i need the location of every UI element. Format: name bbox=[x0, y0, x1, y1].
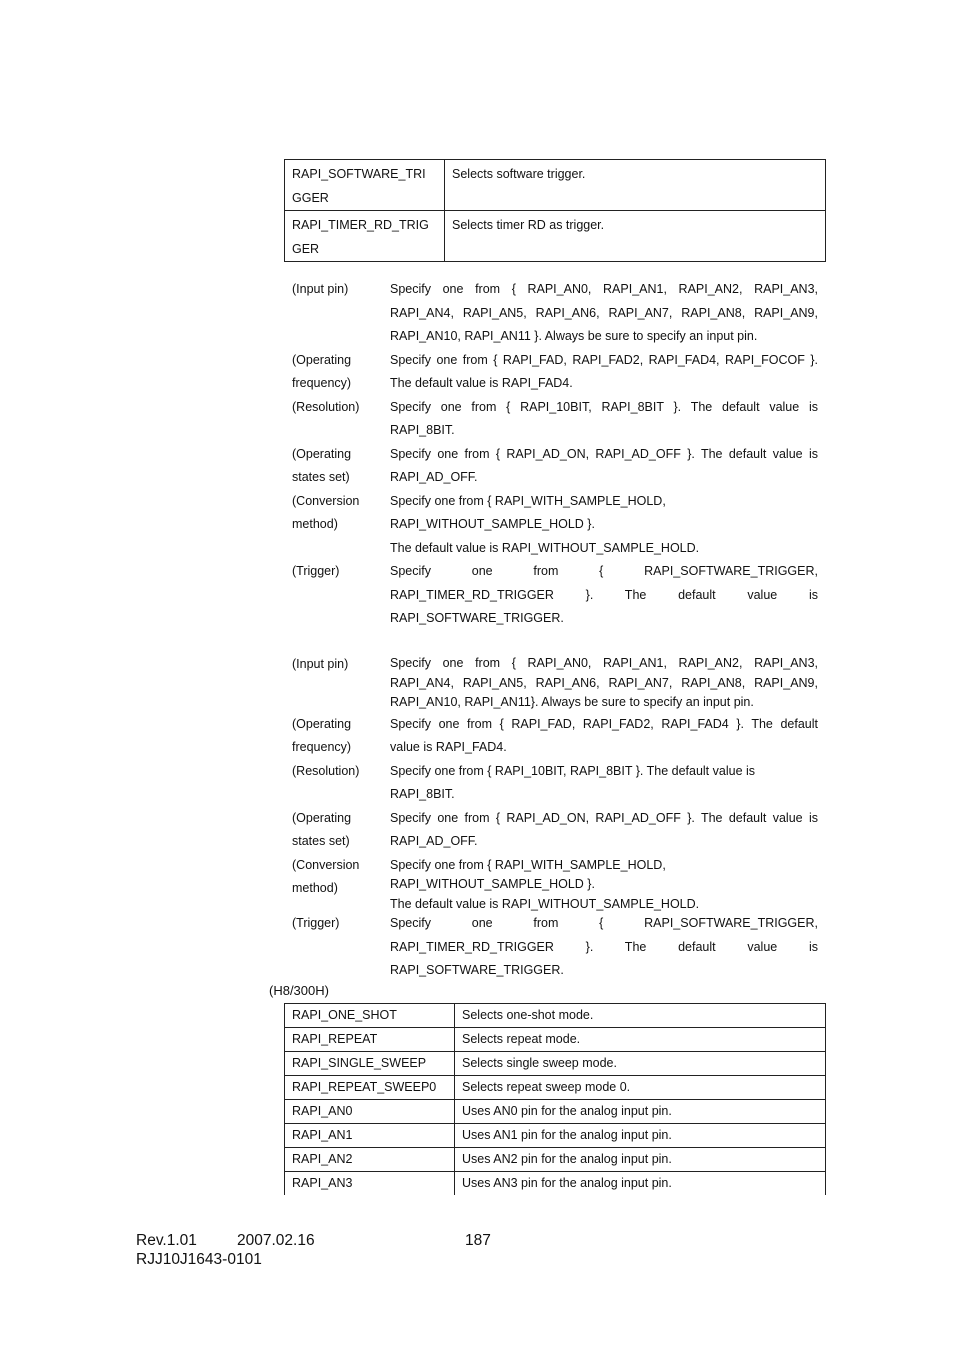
param-label: (Operating frequency) bbox=[292, 352, 352, 390]
section-heading: (H8/300H) bbox=[269, 983, 329, 998]
param-label: (Conversion method) bbox=[292, 857, 360, 895]
table-cell-value: Selects timer RD as trigger. bbox=[445, 211, 826, 262]
param-label: (Trigger) bbox=[292, 564, 340, 578]
table-row bbox=[285, 1100, 826, 1124]
footer-doc-id: RJJ10J1643-0101 bbox=[136, 1251, 262, 1268]
param-label: (Input pin) bbox=[292, 282, 349, 296]
param-label: (Input pin) bbox=[292, 657, 349, 671]
table-cell-value: Uses AN3 pin for the analog input pin. bbox=[455, 1172, 826, 1196]
param-description: Specify one from { RAPI_SOFTWARE_TRIGGER, RAPI_TIMER_RD_TRIGGER }. The default value is RAPI_SOFTWARE_TRIGGER. bbox=[390, 564, 818, 625]
param-trigger bbox=[292, 560, 818, 631]
cell-text: GGER bbox=[292, 190, 329, 205]
table-cell-value: Uses AN1 pin for the analog input pin. bbox=[455, 1124, 826, 1148]
param-description: Specify one from { RAPI_WITH_SAMPLE_HOLD, RAPI_WITHOUT_SAMPLE_HOLD }. The default value is RAPI_WITHOUT_SAMPLE_HOLD. bbox=[390, 857, 700, 911]
param-input-pin bbox=[292, 654, 818, 713]
param-label: (Operating states set) bbox=[292, 810, 352, 848]
table-cell-key bbox=[285, 211, 445, 262]
parameter-block-1 bbox=[292, 278, 818, 631]
table-cell-value: Selects software trigger. bbox=[445, 160, 826, 211]
table-cell-key: RAPI_REPEAT bbox=[285, 1028, 455, 1052]
cell-text: RAPI_TIMER_RD_TRIG bbox=[292, 218, 429, 232]
param-label: (Conversion method) bbox=[292, 493, 360, 531]
page-number: 187 bbox=[465, 1232, 491, 1249]
table-cell-key: RAPI_AN3 bbox=[285, 1172, 455, 1196]
param-description: Specify one from { RAPI_FAD, RAPI_FAD2, RAPI_FAD4 }. The default value is RAPI_FAD4. bbox=[390, 716, 818, 754]
trigger-table bbox=[284, 159, 826, 262]
param-operating-frequency bbox=[292, 713, 818, 760]
param-label: (Operating frequency) bbox=[292, 716, 352, 754]
parameter-block-2 bbox=[292, 654, 818, 983]
footer-revision: Rev.1.01 bbox=[136, 1232, 197, 1249]
table-row bbox=[285, 211, 826, 262]
table-cell-key bbox=[285, 160, 445, 211]
table-row bbox=[285, 1052, 826, 1076]
param-label: (Trigger) bbox=[292, 916, 340, 930]
param-description: Specify one from { RAPI_10BIT, RAPI_8BIT }. The default value is RAPI_8BIT. bbox=[390, 399, 818, 437]
param-label: (Resolution) bbox=[292, 399, 360, 414]
table-row bbox=[285, 1124, 826, 1148]
cell-text: GER bbox=[292, 241, 320, 256]
table-row bbox=[285, 1172, 826, 1196]
cell-text: RAPI_SOFTWARE_TRI bbox=[292, 167, 426, 181]
table-row bbox=[285, 1076, 826, 1100]
param-input-pin bbox=[292, 278, 818, 349]
param-operating-states bbox=[292, 807, 818, 854]
table-cell-value: Selects repeat mode. bbox=[455, 1028, 826, 1052]
table-cell-value: Uses AN2 pin for the analog input pin. bbox=[455, 1148, 826, 1172]
param-description: Specify one from { RAPI_FAD, RAPI_FAD2, RAPI_FAD4, RAPI_FOCOF }. The default value is RAPI_FAD4. bbox=[390, 352, 818, 390]
table-row bbox=[285, 1028, 826, 1052]
param-operating-states bbox=[292, 443, 818, 490]
table-cell-key: RAPI_AN0 bbox=[285, 1100, 455, 1124]
param-description: Specify one from { RAPI_AD_ON, RAPI_AD_OFF }. The default value is RAPI_AD_OFF. bbox=[390, 446, 818, 484]
param-label: (Resolution) bbox=[292, 763, 360, 778]
table-cell-key: RAPI_REPEAT_SWEEP0 bbox=[285, 1076, 455, 1100]
param-description: Specify one from { RAPI_10BIT, RAPI_8BIT }. The default value is RAPI_8BIT. bbox=[390, 763, 756, 801]
table-row bbox=[285, 1148, 826, 1172]
table-cell-value: Selects one-shot mode. bbox=[455, 1004, 826, 1028]
param-resolution bbox=[292, 760, 818, 807]
param-resolution bbox=[292, 396, 818, 443]
param-label: (Operating states set) bbox=[292, 446, 352, 484]
mode-table bbox=[284, 1003, 826, 1195]
table-row bbox=[285, 1004, 826, 1028]
param-conversion-method bbox=[292, 854, 818, 915]
param-description: Specify one from { RAPI_AD_ON, RAPI_AD_OFF }. The default value is RAPI_AD_OFF. bbox=[390, 810, 818, 848]
table-cell-key: RAPI_AN1 bbox=[285, 1124, 455, 1148]
table-cell-key: RAPI_ONE_SHOT bbox=[285, 1004, 455, 1028]
param-operating-frequency bbox=[292, 349, 818, 396]
param-conversion-method bbox=[292, 490, 818, 561]
param-trigger bbox=[292, 912, 818, 983]
table-cell-value: Selects single sweep mode. bbox=[455, 1052, 826, 1076]
param-description: Specify one from { RAPI_SOFTWARE_TRIGGER, RAPI_TIMER_RD_TRIGGER }. The default value is RAPI_SOFTWARE_TRIGGER. bbox=[390, 916, 818, 977]
footer-date: 2007.02.16 bbox=[237, 1232, 315, 1249]
table-row bbox=[285, 160, 826, 211]
param-description: Specify one from { RAPI_WITH_SAMPLE_HOLD, RAPI_WITHOUT_SAMPLE_HOLD }. The default value is RAPI_WITHOUT_SAMPLE_HOLD. bbox=[390, 493, 700, 555]
table-cell-key: RAPI_SINGLE_SWEEP bbox=[285, 1052, 455, 1076]
table-cell-value: Uses AN0 pin for the analog input pin. bbox=[455, 1100, 826, 1124]
table-cell-key: RAPI_AN2 bbox=[285, 1148, 455, 1172]
param-description: Specify one from { RAPI_AN0, RAPI_AN1, RAPI_AN2, RAPI_AN3, RAPI_AN4, RAPI_AN5, RAPI_AN6, RAPI_AN7, RAPI_AN8, RAPI_AN9, RAPI_AN10, RAPI_AN11 }. Always be sure to specify an input pin. bbox=[390, 282, 818, 343]
table-cell-value: Selects repeat sweep mode 0. bbox=[455, 1076, 826, 1100]
param-description: Specify one from { RAPI_AN0, RAPI_AN1, RAPI_AN2, RAPI_AN3, RAPI_AN4, RAPI_AN5, RAPI_AN6, RAPI_AN7, RAPI_AN8, RAPI_AN9, RAPI_AN10, RAPI_AN11}. Always be sure to specify an input pin. bbox=[390, 656, 818, 709]
